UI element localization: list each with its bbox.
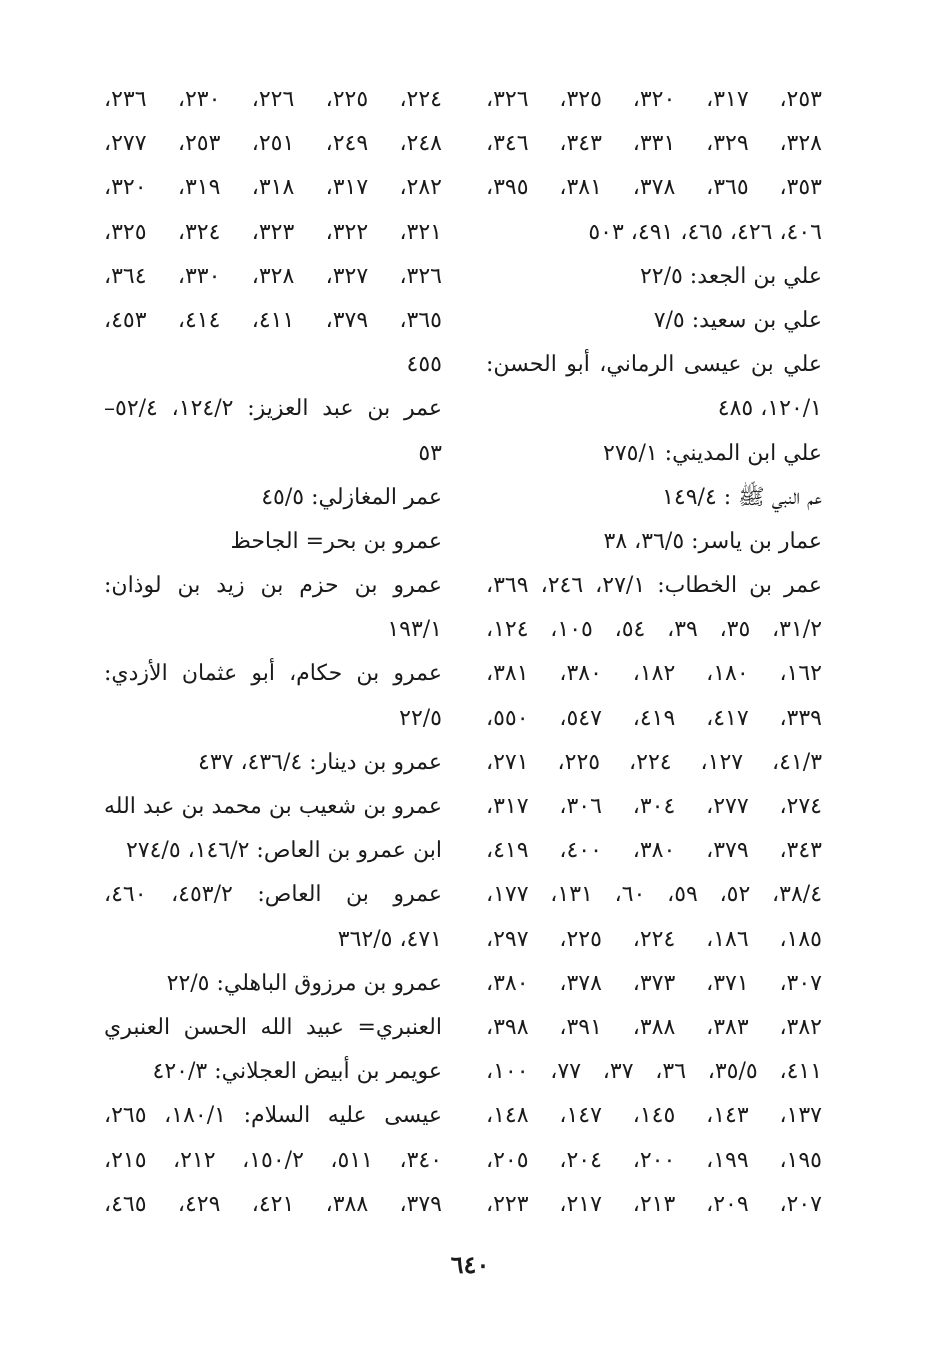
left-column-line: عمرو بن بحر= الجاحظ xyxy=(230,528,442,554)
right-column-line: ١٨٥، ١٨٦، ٢٢٤، ٢٢٥، ٢٩٧، xyxy=(486,926,822,952)
right-column-line: ٣٢٨، ٣٢٩، ٣٣١، ٣٤٣، ٣٤٦، xyxy=(486,131,822,157)
right-column-line: علي بن سعيد: ٧/٥ xyxy=(653,307,822,333)
right-column-line: ٣٠٧، ٣٧١، ٣٧٣، ٣٧٨، ٣٨٠، xyxy=(486,970,822,996)
right-column-line: ٤١/٣، ١٢٧، ٢٢٤، ٢٢٥، ٢٧١، xyxy=(486,749,822,775)
left-column-line: ٢٢/٥ xyxy=(399,705,442,731)
left-column-line: عمرو بن العاص: ٤٥٣/٢، ٤٦٠، xyxy=(104,882,442,908)
left-column xyxy=(104,78,442,1227)
right-column-line: عم النبي ﷺ : ١٤٩/٤ xyxy=(662,484,822,510)
left-column-line: عويمر بن أبيض العجلاني: ٤٢٠/٣ xyxy=(152,1059,442,1085)
left-column-line: العنبري= عبيد الله الحسن العنبري xyxy=(104,1014,442,1040)
left-column-line: ٣٧٩، ٣٨٨، ٤٢١، ٤٢٩، ٤٦٥، xyxy=(104,1191,442,1217)
right-column-line: ٢٠٧، ٢٠٩، ٢١٣، ٢١٧، ٢٢٣، xyxy=(486,1191,822,1217)
left-column-line: ٣٤٠، ٥١١، ١٥٠/٢، ٢١٢، ٢١٥، xyxy=(104,1147,442,1173)
right-column-line: ٤٠٦، ٤٢٦، ٤٦٥، ٤٩١، ٥٠٣ xyxy=(588,219,822,245)
left-column-line: ٢٢٤، ٢٢٥، ٢٢٦، ٢٣٠، ٢٣٦، xyxy=(104,87,442,112)
left-column-line: عمرو بن حكام، أبو عثمان الأزدي: xyxy=(104,661,442,687)
right-column-line: ٣١/٢، ٣٥، ٣٩، ٥٤، ١٠٥، ١٢٤، xyxy=(486,617,822,643)
right-column-line: ١٣٧، ١٤٣، ١٤٥، ١٤٧، ١٤٨، xyxy=(486,1103,822,1129)
left-column-line: عمرو بن دينار: ٤٣٦/٤، ٤٣٧ xyxy=(198,749,442,775)
left-column-line: عيسى عليه السلام: ١٨٠/١، ٢٦٥، xyxy=(104,1103,442,1129)
right-column-line: علي بن عيسى الرماني، أبو الحسن: xyxy=(486,352,822,378)
right-column-line: ١٩٥، ١٩٩، ٢٠٠، ٢٠٤، ٢٠٥، xyxy=(486,1147,822,1173)
left-column-line: عمر المغازلي: ٤٥/٥ xyxy=(261,484,442,510)
left-column-line: عمرو بن مرزوق الباهلي: ٢٢/٥ xyxy=(166,970,442,996)
right-column xyxy=(486,78,822,1227)
left-column-line: عمرو بن حزم بن زيد بن لوذان: xyxy=(104,573,442,599)
left-column-line: ٢٨٢، ٣١٧، ٣١٨، ٣١٩، ٣٢٠، xyxy=(104,175,442,201)
right-column-line: ١٦٢، ١٨٠، ١٨٢، ٣٨٠، ٣٨١، xyxy=(486,661,822,687)
left-column-line: ٤٧١، ٣٦٢/٥ xyxy=(337,926,442,952)
left-column-line: ٢٤٨، ٢٤٩، ٢٥١، ٢٥٣، ٢٧٧، xyxy=(104,131,442,157)
left-column-line: ٤٥٥ xyxy=(406,352,442,378)
right-column-line: ٣٤٣، ٣٧٩، ٣٨٠، ٤٠٠، ٤١٩، xyxy=(486,838,822,864)
right-column-line: ٤١١، ٣٥/٥، ٣٦، ٣٧، ٧٧، ١٠٠، xyxy=(486,1059,822,1085)
left-column-line: ٣٢١، ٣٢٢، ٣٢٣، ٣٢٤، ٣٢٥، xyxy=(104,219,442,245)
left-column-line: عمر بن عبد العزيز: ١٢٤/٢، ٥٢/٤– xyxy=(104,396,442,422)
right-column-line: ٣٥٣، ٣٦٥، ٣٧٨، ٣٨١، ٣٩٥، xyxy=(486,175,822,201)
left-column-line: ٣٦٥، ٣٧٩، ٤١١، ٤١٤، ٤٥٣، xyxy=(104,307,442,333)
left-column-line: ٥٣ xyxy=(418,440,442,466)
right-column-line: علي ابن المديني: ٢٧٥/١ xyxy=(603,440,822,466)
right-column-line: علي بن الجعد: ٢٢/٥ xyxy=(639,263,822,289)
right-column-line: ١٢٠/١، ٤٨٥ xyxy=(717,396,822,422)
right-column-line: ٢٧٤، ٢٧٧، ٣٠٤، ٣٠٦، ٣١٧، xyxy=(486,794,822,819)
right-column-line: ٣٨/٤، ٥٢، ٥٩، ٦٠، ١٣١، ١٧٧، xyxy=(486,882,822,908)
right-column-line: عمار بن ياسر: ٣٦/٥، ٣٨ xyxy=(603,528,822,554)
left-column-line: عمرو بن شعيب بن محمد بن عبد الله xyxy=(104,794,442,819)
right-column-line: ٣٣٩، ٤١٧، ٤١٩، ٥٤٧، ٥٥٠، xyxy=(486,705,822,731)
right-column-line: ٢٥٣، ٣١٧، ٣٢٠، ٣٢٥، ٣٢٦، xyxy=(486,87,822,112)
left-column-line: ابن عمرو بن العاص: ١٤٦/٢، ٢٧٤/٥ xyxy=(125,838,442,864)
page-number: ٦٤٠ xyxy=(450,1250,490,1279)
right-column-line: ٣٨٢، ٣٨٣، ٣٨٨، ٣٩١، ٣٩٨، xyxy=(486,1014,822,1040)
left-column-line: ١٩٣/١ xyxy=(387,617,442,643)
left-column-line: ٣٢٦، ٣٢٧، ٣٢٨، ٣٣٠، ٣٦٤، xyxy=(104,263,442,289)
right-column-line: عمر بن الخطاب: ٢٧/١، ٢٤٦، ٣٦٩، xyxy=(486,573,822,599)
